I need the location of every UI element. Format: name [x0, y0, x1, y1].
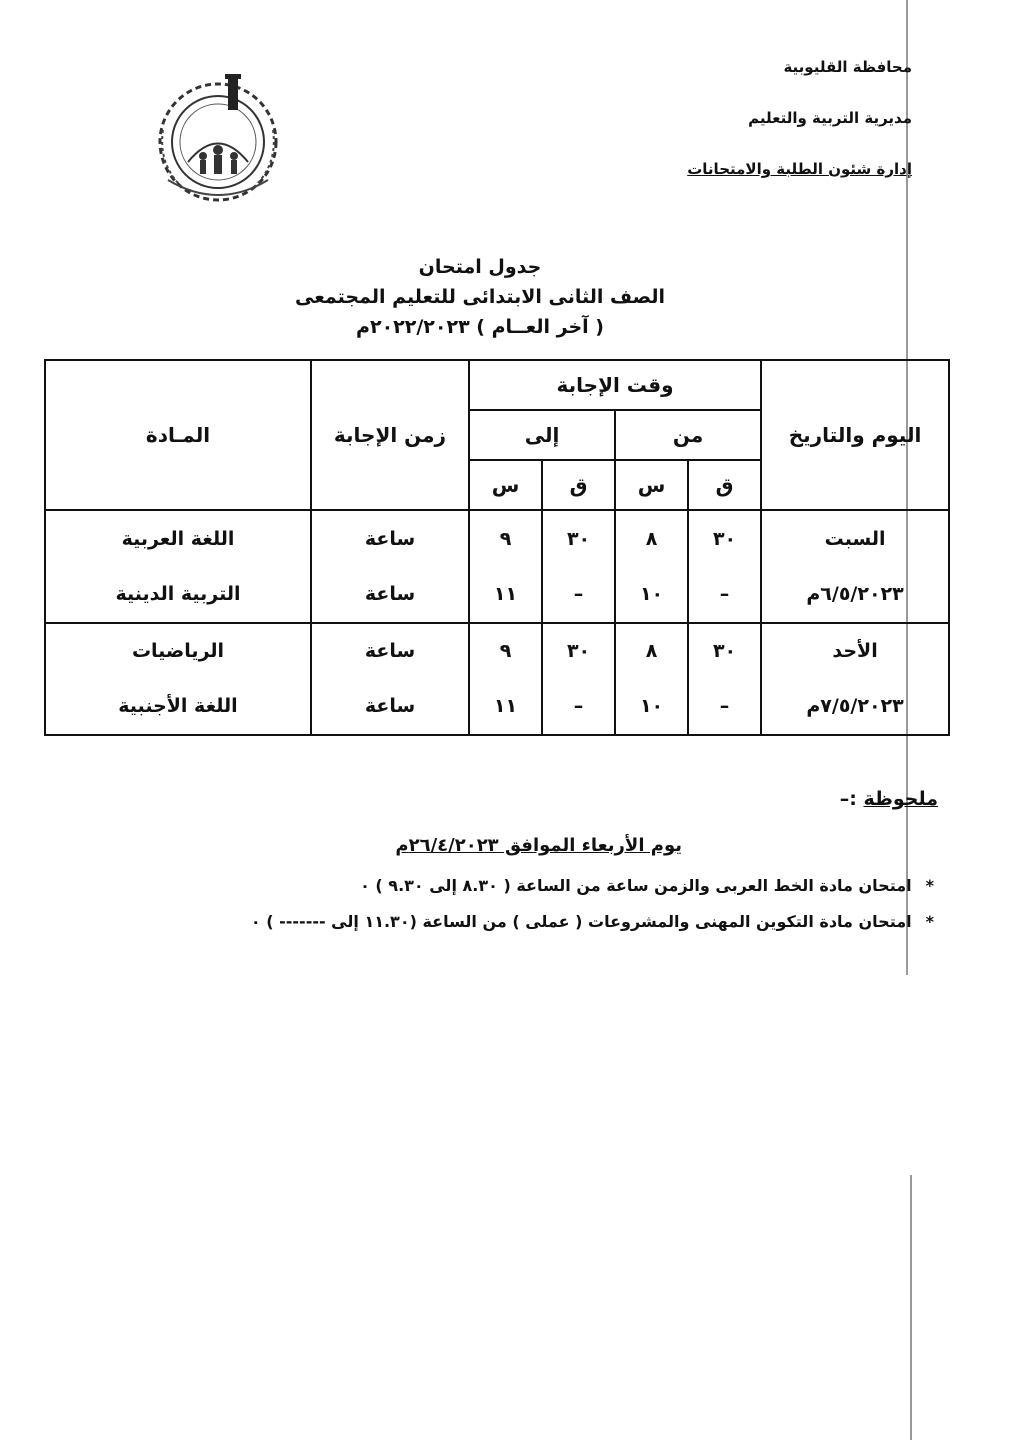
from-hour: ١٠	[639, 582, 664, 605]
header-to-hour: س	[469, 460, 542, 510]
subject: الرياضيات	[131, 640, 225, 663]
header-department: إدارة شئون الطلبة والامتحانات	[687, 160, 912, 178]
header-directorate: مديرية التربية والتعليم	[748, 109, 912, 127]
row-date: ٦/٥/٢٠٢٣م	[806, 582, 904, 605]
to-hour: ١١	[493, 582, 518, 605]
bullet-icon: *	[925, 912, 934, 931]
from-minute: ٣٠	[712, 527, 737, 550]
subject: اللغة الأجنبية	[118, 695, 238, 718]
note-heading-suffix: :–	[839, 788, 864, 810]
to-minute: ٣٠	[566, 527, 591, 550]
exam-schedule-table	[44, 359, 950, 736]
subject: اللغة العربية	[121, 527, 235, 550]
header-to: إلى	[469, 410, 615, 460]
note-item	[251, 912, 934, 931]
duration: ساعة	[364, 695, 416, 718]
row-date: ٧/٥/٢٠٢٣م	[806, 695, 904, 718]
table-row	[45, 510, 949, 623]
title-grade: الصف الثانى الابتدائى للتعليم المجتمعى	[294, 286, 666, 308]
row-day: الأحد	[832, 640, 878, 663]
duration: ساعة	[364, 527, 416, 550]
bullet-icon: *	[925, 876, 934, 895]
note-item-text: امتحان مادة التكوين المهنى والمشروعات ( عملى ) من الساعة (١١.٣٠ إلى ------- ) ٠	[250, 912, 912, 931]
header-to-minute: ق	[542, 460, 615, 510]
note-item-text: امتحان مادة الخط العربى والزمن ساعة من الساعة ( ٨.٣٠ إلى ٩.٣٠ ) ٠	[360, 876, 912, 895]
duration: ساعة	[364, 640, 416, 663]
header-from-hour: س	[615, 460, 688, 510]
duration: ساعة	[364, 582, 416, 605]
from-hour: ١٠	[639, 695, 664, 718]
title-schedule: جدول امتحان	[418, 256, 542, 278]
to-minute: ٣٠	[566, 640, 591, 663]
from-minute: ٣٠	[712, 640, 737, 663]
from-hour: ٨	[645, 640, 658, 663]
note-heading-word: ملحوظة	[863, 788, 938, 810]
to-hour: ٩	[499, 640, 512, 663]
title-year: ( آخر العــام ) ٢٠٢٢/٢٠٢٣م	[356, 316, 604, 338]
title-block	[250, 252, 710, 342]
from-minute: –	[719, 695, 730, 718]
to-hour: ٩	[499, 527, 512, 550]
note-item	[360, 876, 934, 895]
subject: التربية الدينية	[115, 582, 241, 605]
to-hour: ١١	[493, 695, 518, 718]
note-date-line: يوم الأربعاء الموافق ٢٦/٤/٢٠٢٣م	[395, 835, 682, 856]
row-day: السبت	[824, 527, 886, 550]
note-heading	[840, 788, 938, 810]
header-subject: المـادة	[45, 360, 311, 510]
header-governorate: محافظة القليوبية	[783, 58, 912, 76]
header-answer-time: وقت الإجابة	[469, 360, 761, 410]
header-from-minute: ق	[688, 460, 761, 510]
header-duration: زمن الإجابة	[311, 360, 469, 510]
from-hour: ٨	[645, 527, 658, 550]
ministry-seal-logo	[148, 70, 288, 205]
to-minute: –	[573, 582, 584, 605]
header-day-date: اليوم والتاريخ	[761, 360, 949, 510]
to-minute: –	[573, 695, 584, 718]
header-block	[612, 58, 912, 211]
table-row	[45, 623, 949, 736]
from-minute: –	[719, 582, 730, 605]
scan-line-bottom	[910, 1175, 912, 1440]
header-from: من	[615, 410, 761, 460]
